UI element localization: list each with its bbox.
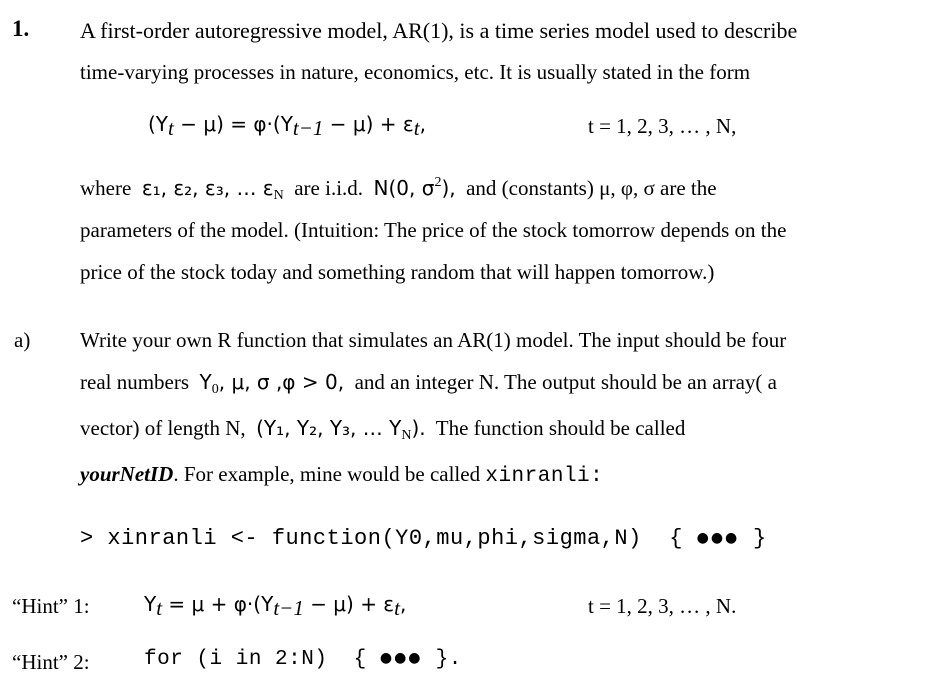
price-line: price of the stock today and something random that will happen tomorrow.): [80, 260, 715, 284]
model-t-range: t = 1, 2, 3, … , N,: [588, 114, 737, 138]
params-line: parameters of the model. (Intuition: The price of the stock tomorrow depends on the: [80, 218, 787, 242]
code-example: > xinranli <- function(Y0,mu,phi,sigma,N) { ●●● }: [80, 526, 767, 551]
where-line: where ε₁, ε₂, ε₃, … $\varepsilon_N$ are i.i.d. N(0, $\sigma^2$), and (constants) μ, φ, σ are the: [80, 175, 717, 203]
intro-line-2: time-varying processes in nature, economics, etc. It is usually stated in the form: [80, 60, 751, 84]
hint-2-code: for (i in 2:N) { ●●● }.: [144, 648, 462, 671]
hint-1-equation: $Y_t = \mu + \varphi\cdot(Y_{t-1} - \mu) + \varepsilon_t$,: [144, 592, 407, 620]
hint-1-t-range: t = 1, 2, 3, … , N.: [588, 594, 737, 618]
part-a-line-1: Write your own R function that simulates an AR(1) model. The input should be four: [80, 328, 787, 352]
hint-1-label: “Hint” 1:: [12, 594, 90, 618]
netid-text: yourNetID: [80, 462, 174, 486]
problem-number: 1.: [12, 16, 30, 41]
part-a-label: a): [14, 328, 31, 352]
model-equation: $(Y_t - \mu) = \varphi\cdot(Y_{t-1} - \mu) + \varepsilon_t$,: [148, 112, 426, 140]
part-a-line-4: yourNetID. For example, mine would be called xinranli:: [80, 462, 604, 488]
hint-2-label: “Hint” 2:: [12, 650, 90, 674]
part-a-line-3: vector) of length N, (Y₁, Y₂, Y₃, … $Y_N$). The function should be called: [80, 416, 686, 443]
intro-line-1: A first-order autoregressive model, AR(1), is a time series model used to describe: [80, 18, 798, 43]
part-a-line-2: real numbers $Y_0$, μ, σ ,φ > 0, and an integer N. The output should be an array( a: [80, 370, 777, 397]
example-function-name: xinranli:: [485, 465, 604, 488]
